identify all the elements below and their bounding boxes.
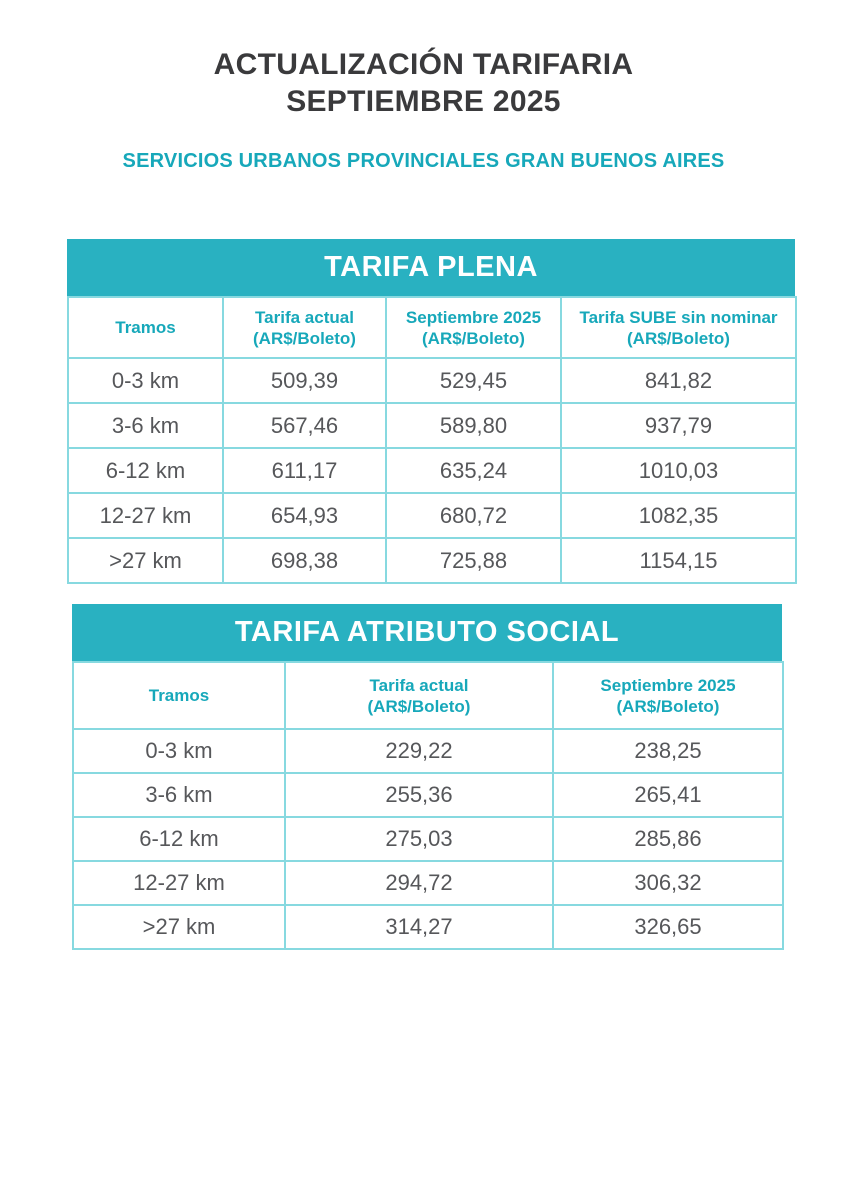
tarifa-plena-table — [67, 296, 797, 584]
tarifa-plena-section — [67, 239, 795, 584]
tarifa-value-cell: 238,25 — [553, 729, 783, 773]
page-title-line1: ACTUALIZACIÓN TARIFARIA — [213, 48, 634, 81]
tramo-cell: 3-6 km — [73, 773, 285, 817]
tramo-cell: 12-27 km — [73, 861, 285, 905]
tarifa-value-cell: 229,22 — [285, 729, 553, 773]
tarifa-atributo-social-table-head — [73, 662, 783, 729]
tarifa-plena-table-body — [68, 358, 796, 583]
tarifa-value-cell: 326,65 — [553, 905, 783, 949]
header-row — [73, 662, 783, 729]
column-header: Tramos — [73, 662, 285, 729]
page-title — [0, 46, 847, 120]
table-row — [73, 817, 783, 861]
table-row — [68, 448, 796, 493]
tarifa-value-cell: 265,41 — [553, 773, 783, 817]
column-header: Septiembre 2025 (AR$/Boleto) — [553, 662, 783, 729]
tarifa-value-cell: 529,45 — [386, 358, 561, 403]
tarifa-value-cell: 285,86 — [553, 817, 783, 861]
tarifa-value-cell: 635,24 — [386, 448, 561, 493]
tarifa-value-cell: 509,39 — [223, 358, 386, 403]
tarifa-value-cell: 314,27 — [285, 905, 553, 949]
table-row — [73, 905, 783, 949]
tarifa-value-cell: 1010,03 — [561, 448, 796, 493]
tarifa-value-cell: 294,72 — [285, 861, 553, 905]
tarifa-value-cell: 698,38 — [223, 538, 386, 583]
table-row — [68, 358, 796, 403]
table-row — [68, 493, 796, 538]
tarifa-value-cell: 275,03 — [285, 817, 553, 861]
document-header — [0, 0, 847, 173]
tarifa-value-cell: 680,72 — [386, 493, 561, 538]
tarifa-value-cell: 589,80 — [386, 403, 561, 448]
tarifa-atributo-social-banner: TARIFA ATRIBUTO SOCIAL — [72, 604, 782, 661]
tarifa-value-cell: 1082,35 — [561, 493, 796, 538]
tarifa-value-cell: 611,17 — [223, 448, 386, 493]
page-subtitle: SERVICIOS URBANOS PROVINCIALES GRAN BUENOS AIRES — [122, 150, 725, 172]
tramo-cell: 6-12 km — [68, 448, 223, 493]
header-row — [68, 297, 796, 358]
column-header: Septiembre 2025 (AR$/Boleto) — [386, 297, 561, 358]
table-row — [73, 729, 783, 773]
tarifa-value-cell: 725,88 — [386, 538, 561, 583]
table-row — [68, 403, 796, 448]
tarifa-value-cell: 255,36 — [285, 773, 553, 817]
tarifa-value-cell: 937,79 — [561, 403, 796, 448]
tramo-cell: >27 km — [68, 538, 223, 583]
tarifa-value-cell: 841,82 — [561, 358, 796, 403]
tramo-cell: 0-3 km — [73, 729, 285, 773]
tarifa-atributo-social-table — [72, 661, 784, 950]
page-title-line2: SEPTIEMBRE 2025 — [286, 85, 561, 118]
tarifa-plena-banner: TARIFA PLENA — [67, 239, 795, 296]
column-header: Tramos — [68, 297, 223, 358]
tramo-cell: 6-12 km — [73, 817, 285, 861]
column-header: Tarifa SUBE sin nominar (AR$/Boleto) — [561, 297, 796, 358]
tarifa-value-cell: 1154,15 — [561, 538, 796, 583]
tarifa-value-cell: 654,93 — [223, 493, 386, 538]
table-row — [73, 861, 783, 905]
column-header: Tarifa actual (AR$/Boleto) — [223, 297, 386, 358]
tramo-cell: 12-27 km — [68, 493, 223, 538]
tarifa-value-cell: 306,32 — [553, 861, 783, 905]
tarifa-plena-table-head — [68, 297, 796, 358]
tramo-cell: 0-3 km — [68, 358, 223, 403]
table-row — [73, 773, 783, 817]
tarifa-value-cell: 567,46 — [223, 403, 386, 448]
tramo-cell: >27 km — [73, 905, 285, 949]
tarifa-atributo-social-table-body — [73, 729, 783, 949]
column-header: Tarifa actual (AR$/Boleto) — [285, 662, 553, 729]
table-row — [68, 538, 796, 583]
tarifa-atributo-social-section — [72, 604, 782, 950]
tramo-cell: 3-6 km — [68, 403, 223, 448]
